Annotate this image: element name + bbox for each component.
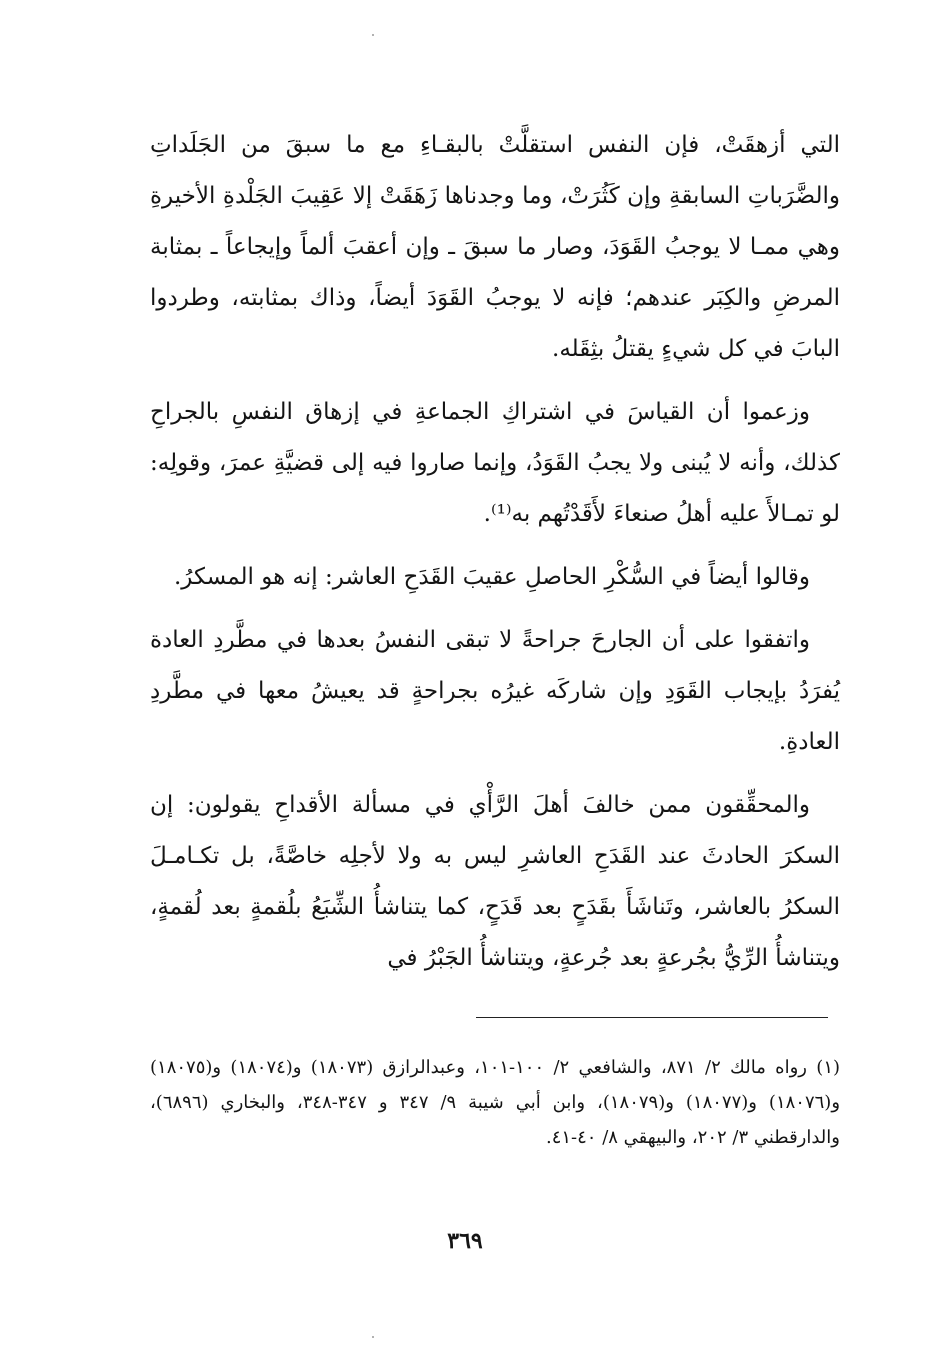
paragraph-4: واتفقوا على أن الجارحَ جراحةً لا تبقى النفسُ بعدها في مطَّردِ العادة يُفرَدُ بإيجاب القَوَدِ وإن شاركَه غيرُه بجراحةٍ قد يعيشُ معها في مطَّردِ العادةِ. xyxy=(150,627,840,755)
footnote-separator xyxy=(476,1017,828,1018)
paragraph-3: وقالوا أيضاً في السُّكْرِ الحاصلِ عقيبَ القَدَحِ العاشر: إنه هو المسكرُ. xyxy=(173,564,810,590)
paragraph-2: وزعموا أن القياسَ في اشتراكِ الجماعةِ في إزهاق النفسِ بالجراحِ كذلك، وأنه لا يُبنى ولا يجبُ القَوَدُ، وإنما صاروا فيه إلى قضيَّةِ عمرَ، وقولِه: لو تمـالأَ عليه أهلُ صنعاءَ لأَقَدْتُهم به⁽¹⁾. xyxy=(150,399,840,527)
main-text xyxy=(150,120,840,996)
scan-speck xyxy=(372,1336,374,1338)
footnote: (١) رواه مالك ٢/ ٨٧١، والشافعي ٢/ ١٠٠-١٠١، وعبدالرازق (١٨٠٧٣) و(١٨٠٧٤) و(١٨٠٧٥) و(١٨٠٧٦) و(١٨٠٧٧) و(١٨٠٧٩)، وابن أبي شيبة ٩/ ٣٤٧ و ٣٤٧-٣٤٨، والبخاري (٦٨٩٦)، والدارقطني ٣/ ٢٠٢، والبيهقي ٨/ ٤٠-٤١. xyxy=(150,1057,841,1148)
paragraph-5: والمحقِّقون ممن خالفَ أهلَ الرَّأْي في مسألة الأقداحِ يقولون: إن السكرَ الحادثَ عند القَدَحِ العاشرِ ليس به ولا لأجلِه خاصَّةً، بل تكـامـلَ السكرُ بالعاشر، وتَناشَأَ بقَدَحٍ بعد قَدَحٍ، كما يتناشأُ الشِّبَعُ بلُقمةٍ بعد لُقمةٍ، ويتناشأُ الرِّيُّ بجُرعةٍ بعد جُرعةٍ، ويتناشأُ الجَبْرُ في xyxy=(150,792,840,971)
scan-speck xyxy=(372,34,374,36)
paragraph-1: التي أزهقَتْ، فإن النفس استقلَّتْ بالبقـاءِ مع ما سبقَ من الجَلَداتِ والضَّرَباتِ السابقةِ وإن كَثُرَتْ، وما وجدناها زَهَقَتْ إلا عَقِيبَ الجَلْدةِ الأخيرةِ وهي ممـا لا يوجبُ القَوَدَ، وصار ما سبقَ ـ وإن أعقبَ ألماً وإيجاعاً ـ بمثابة المرضِ والكِبَر عندهم؛ فإنه لا يوجبُ القَوَدَ أيضاً، وذاك بمثابته، وطردوا البابَ في كل شيءٍ يقتلُ بثِقَله. xyxy=(150,132,840,362)
page-number: ٣٦٩ xyxy=(447,1228,483,1254)
